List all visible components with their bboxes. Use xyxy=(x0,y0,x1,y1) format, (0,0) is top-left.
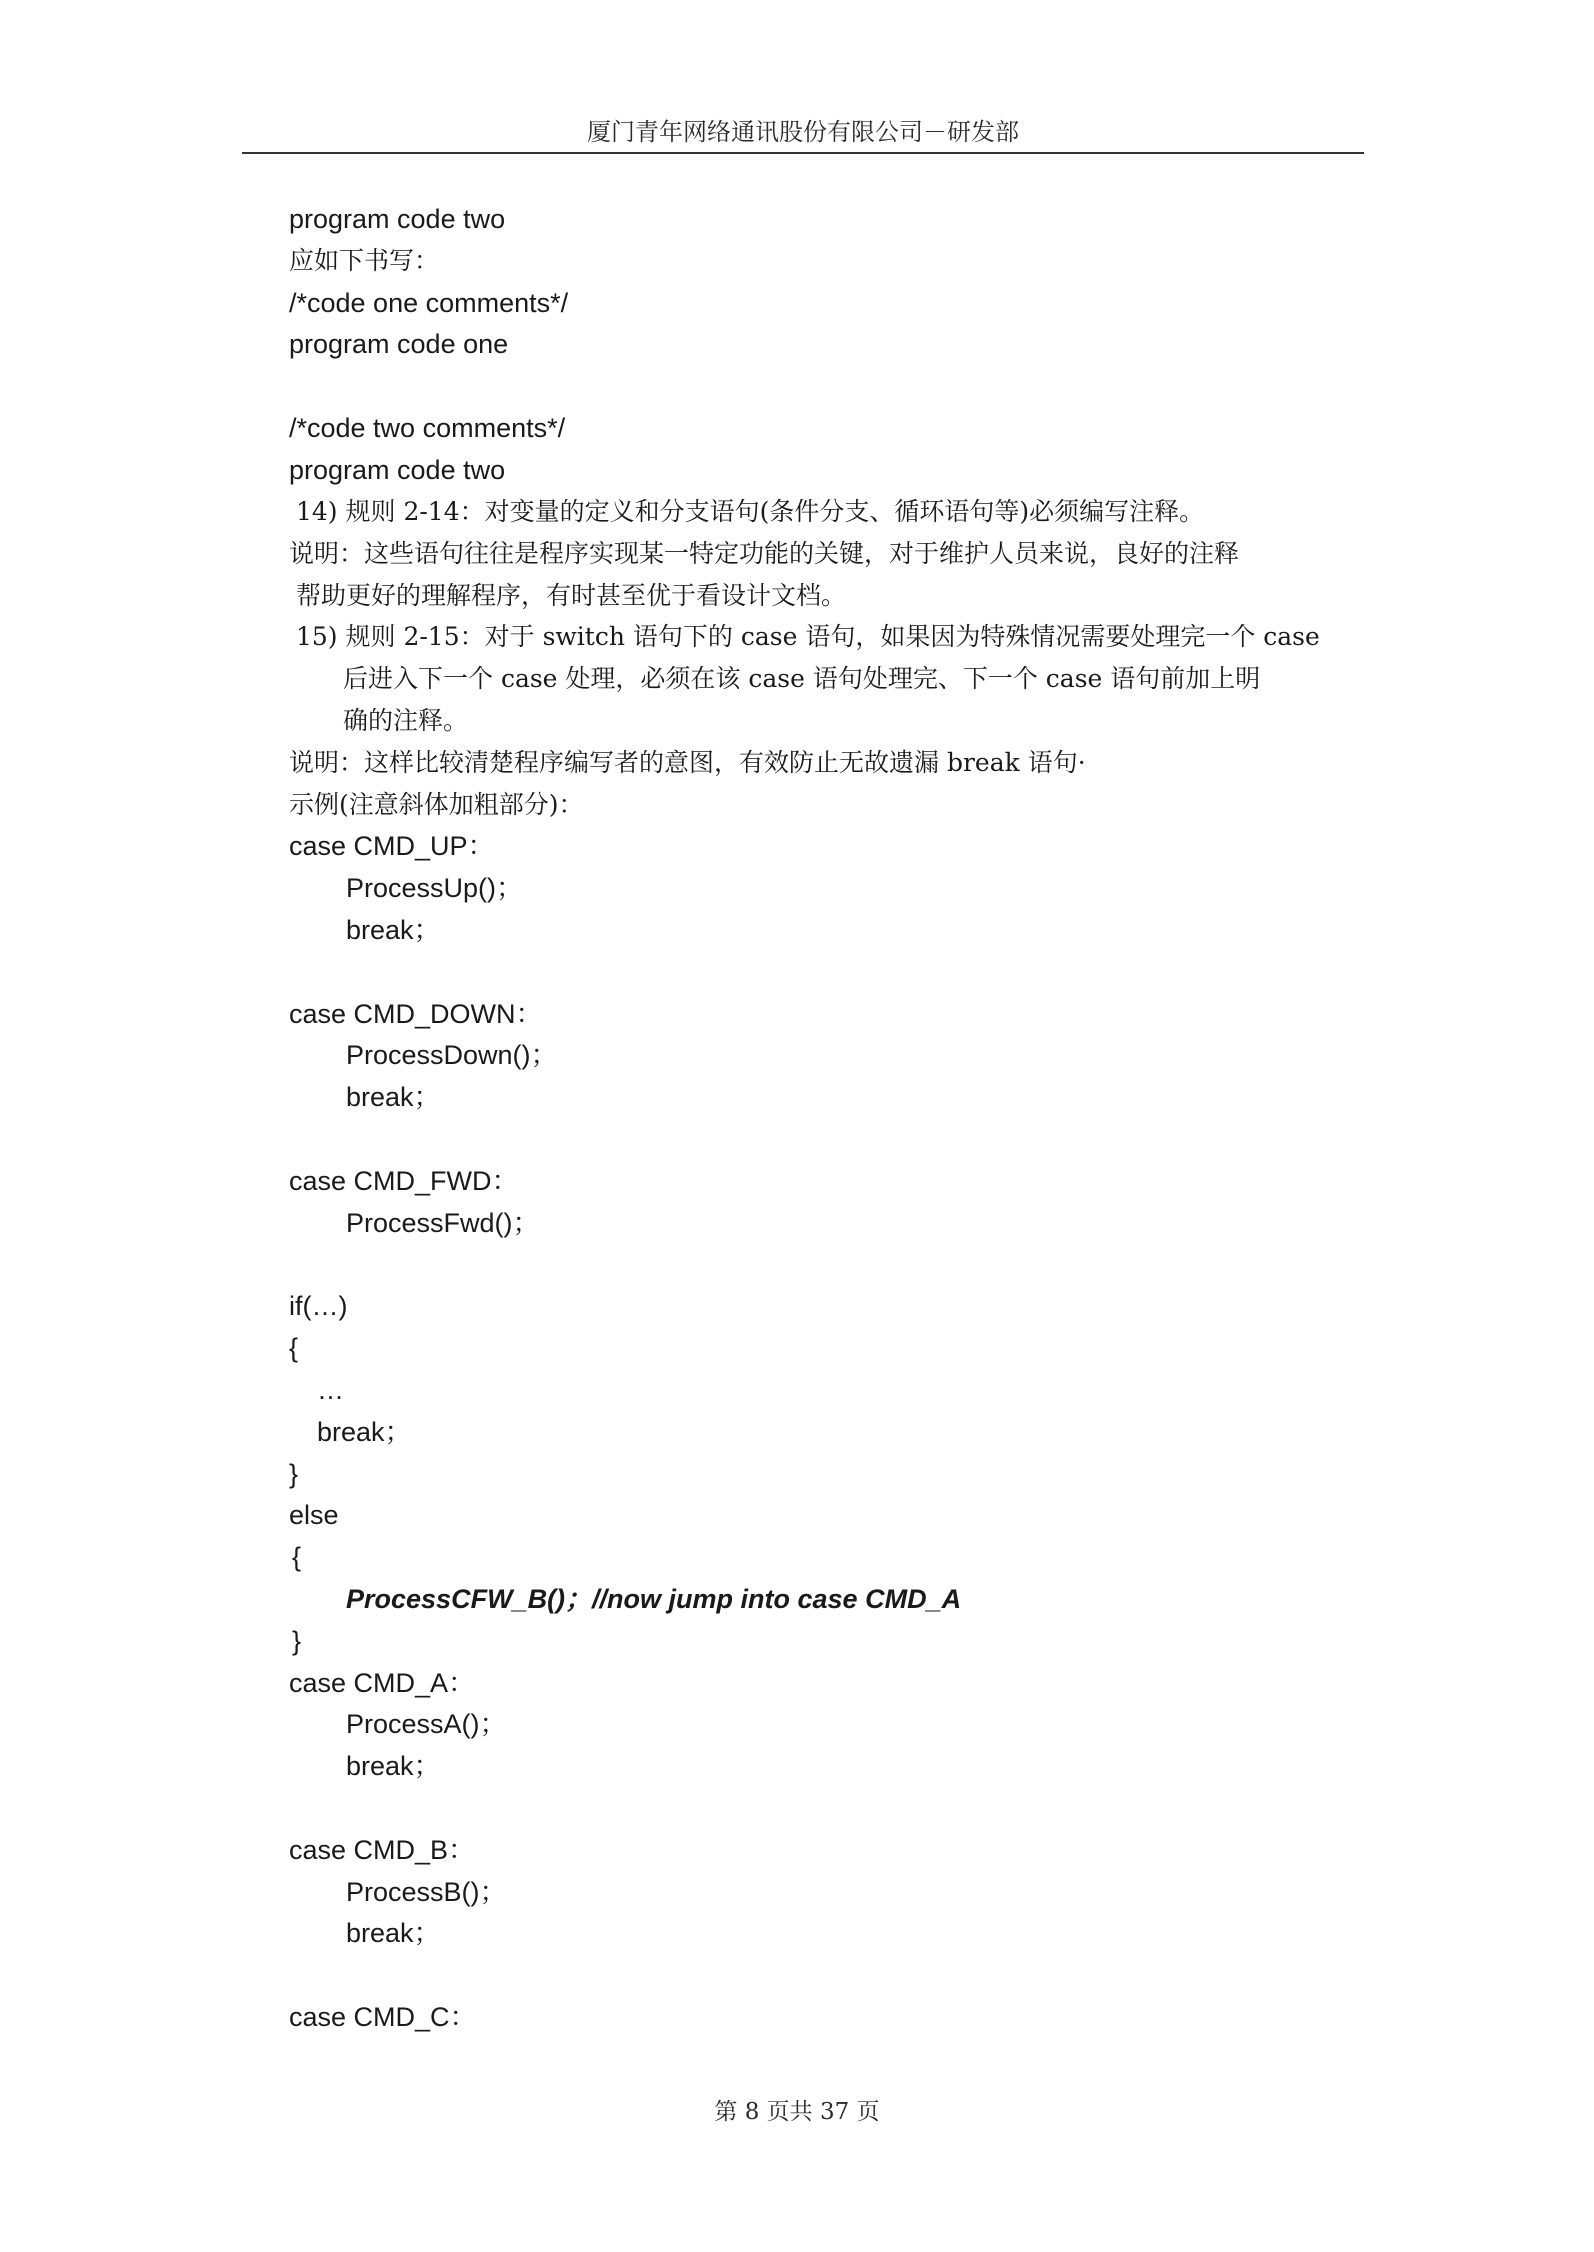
code-line: ProcessUp()； xyxy=(346,873,524,903)
code-line: case CMD_C： xyxy=(289,2002,477,2032)
explanation-text: 说明：这些语句往往是程序实现某一特定功能的关键，对于维护人员来说，良好的注释 xyxy=(289,539,1240,568)
header-rule xyxy=(242,152,1364,154)
rule-item: 15) 规则 2-15：对于 switch 语句下的 case 语句，如果因为特殊情况需要处理完一个 case xyxy=(296,622,1320,651)
code-line: program code two xyxy=(289,204,506,234)
code-line: ProcessB()； xyxy=(346,1877,507,1907)
code-line: } xyxy=(292,1626,302,1656)
code-line: ProcessA()； xyxy=(346,1709,507,1739)
rule-item-continued: 确的注释。 xyxy=(343,706,469,735)
text-line: 应如下书写： xyxy=(289,246,440,275)
example-label: 示例(注意斜体加粗部分)： xyxy=(289,790,584,819)
code-line: … xyxy=(317,1375,344,1405)
code-line: { xyxy=(289,1333,299,1363)
code-line: { xyxy=(292,1542,302,1572)
code-line: ProcessFwd()； xyxy=(346,1208,540,1238)
code-line: /*code two comments*/ xyxy=(289,413,566,443)
code-line: else xyxy=(289,1500,339,1530)
code-line: if(…) xyxy=(289,1291,348,1321)
explanation-text: 帮助更好的理解程序，有时甚至优于看设计文档。 xyxy=(296,581,847,610)
code-line: case CMD_A： xyxy=(289,1668,476,1698)
code-line: break； xyxy=(346,915,441,945)
code-line: program code one xyxy=(289,329,509,359)
code-line: ProcessDown()； xyxy=(346,1040,558,1070)
code-line: case CMD_FWD： xyxy=(289,1166,519,1196)
rule-item-continued: 后进入下一个 case 处理，必须在该 case 语句处理完、下一个 case 语句前加上明 xyxy=(343,664,1261,693)
code-line: break； xyxy=(346,1918,441,1948)
code-line: case CMD_DOWN： xyxy=(289,999,543,1029)
page-number: 第 8 页共 37 页 xyxy=(714,2099,880,2125)
code-line: program code two xyxy=(289,455,506,485)
code-line: break； xyxy=(346,1751,441,1781)
code-line: case CMD_B： xyxy=(289,1835,476,1865)
explanation-text: 说明：这样比较清楚程序编写者的意图，有效防止无故遗漏 break 语句· xyxy=(289,748,1086,777)
page-header: 厦门青年网络通讯股份有限公司－研发部 xyxy=(587,118,1019,146)
code-line: case CMD_UP： xyxy=(289,831,495,861)
code-line: break； xyxy=(317,1417,412,1447)
code-line: } xyxy=(289,1459,299,1489)
highlighted-code-line: ProcessCFW_B()；//now jump into case CMD_A xyxy=(346,1584,962,1614)
code-line: break； xyxy=(346,1082,441,1112)
code-line: /*code one comments*/ xyxy=(289,288,569,318)
rule-item: 14) 规则 2-14：对变量的定义和分支语句(条件分支、循环语句等)必须编写注释。 xyxy=(296,497,1205,526)
